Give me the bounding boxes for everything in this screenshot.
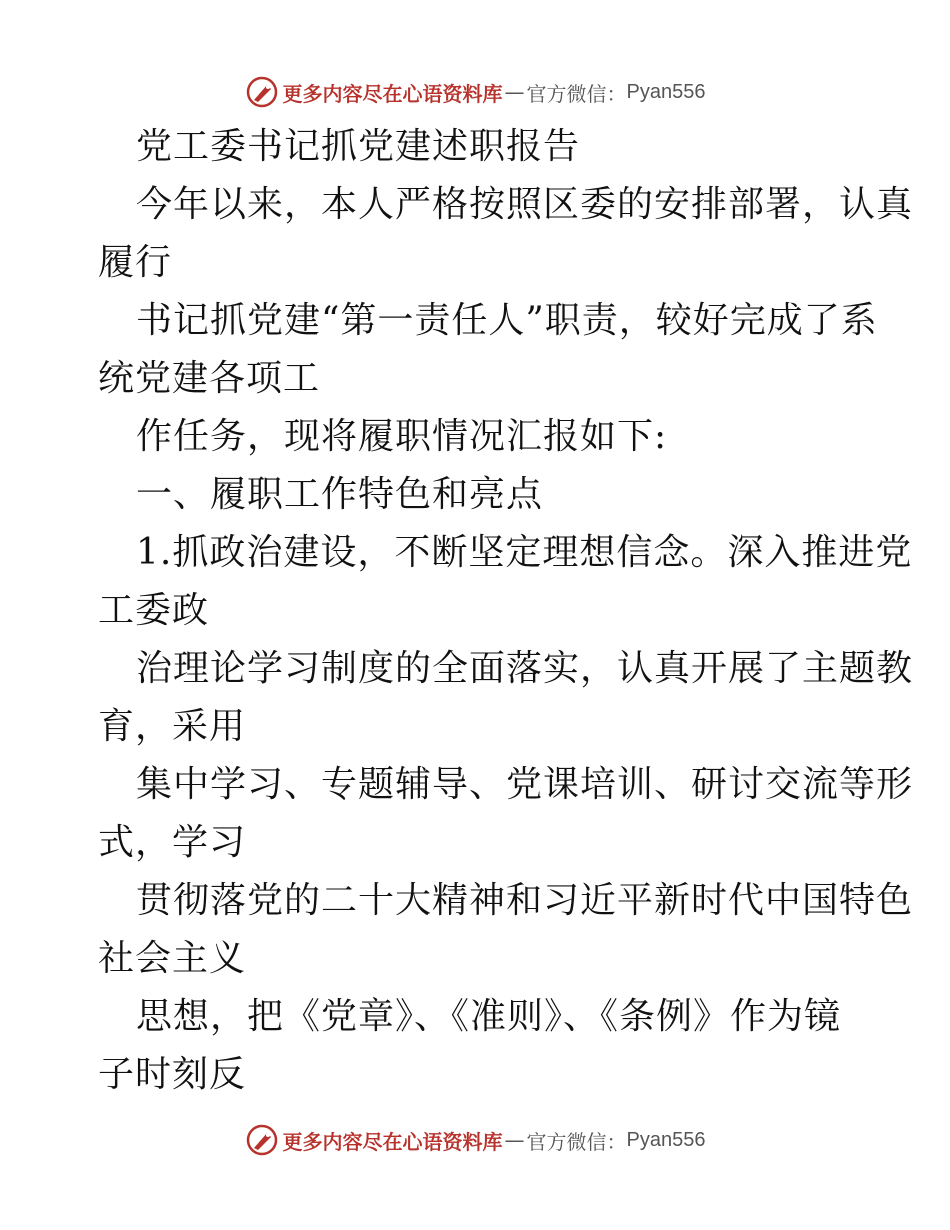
document-line: 贯彻落党的二十大精神和习近平新时代中国特色 bbox=[136, 880, 914, 921]
document-line: 一、履职工作特色和亮点 bbox=[136, 474, 544, 515]
footer-banner bbox=[0, 1120, 950, 1160]
banner-contact-label: 官方微信： bbox=[526, 81, 627, 106]
document-line: 作任务，现将履职情况汇报如下: bbox=[136, 416, 668, 457]
header-banner bbox=[0, 72, 950, 112]
document-line: 书记抓党建“第一责任人”职责，较好完成了系 bbox=[136, 300, 878, 341]
document-line: 育，采用 bbox=[98, 706, 247, 747]
banner-separator: — bbox=[504, 80, 525, 104]
document-body bbox=[98, 118, 914, 1104]
banner-handle: Pyan556 bbox=[626, 80, 706, 103]
document-line: 子时刻反 bbox=[98, 1054, 247, 1095]
banner-handle: Pyan556 bbox=[626, 1128, 706, 1151]
banner-separator: — bbox=[504, 1128, 525, 1152]
banner-brand: 更多内容尽在心语资料库 bbox=[282, 1129, 503, 1154]
document-line: 统党建各项工 bbox=[98, 358, 321, 399]
pen-nib-logo-icon bbox=[245, 75, 279, 109]
document-line: 治理论学习制度的全面落实，认真开展了主题教 bbox=[136, 648, 914, 689]
document-line: 式，学习 bbox=[98, 822, 247, 863]
document-line: 今年以来，本人严格按照区委的安排部署，认真 bbox=[136, 184, 914, 225]
document-line: 社会主义 bbox=[98, 938, 247, 979]
document-line: 1.抓政治建设，不断坚定理想信念。深入推进党 bbox=[136, 532, 913, 573]
document-line: 集中学习、专题辅导、党课培训、研讨交流等形 bbox=[136, 764, 914, 805]
document-line: 工委政 bbox=[98, 590, 210, 631]
banner-contact-label: 官方微信： bbox=[526, 1129, 627, 1154]
document-line: 党工委书记抓党建述职报告 bbox=[136, 126, 581, 167]
document-line: 思想，把《党章》、《准则》、《条例》作为镜 bbox=[136, 996, 842, 1037]
banner-brand: 更多内容尽在心语资料库 bbox=[282, 81, 503, 106]
document-line: 履行 bbox=[98, 242, 173, 283]
pen-nib-logo-icon bbox=[245, 1123, 279, 1157]
